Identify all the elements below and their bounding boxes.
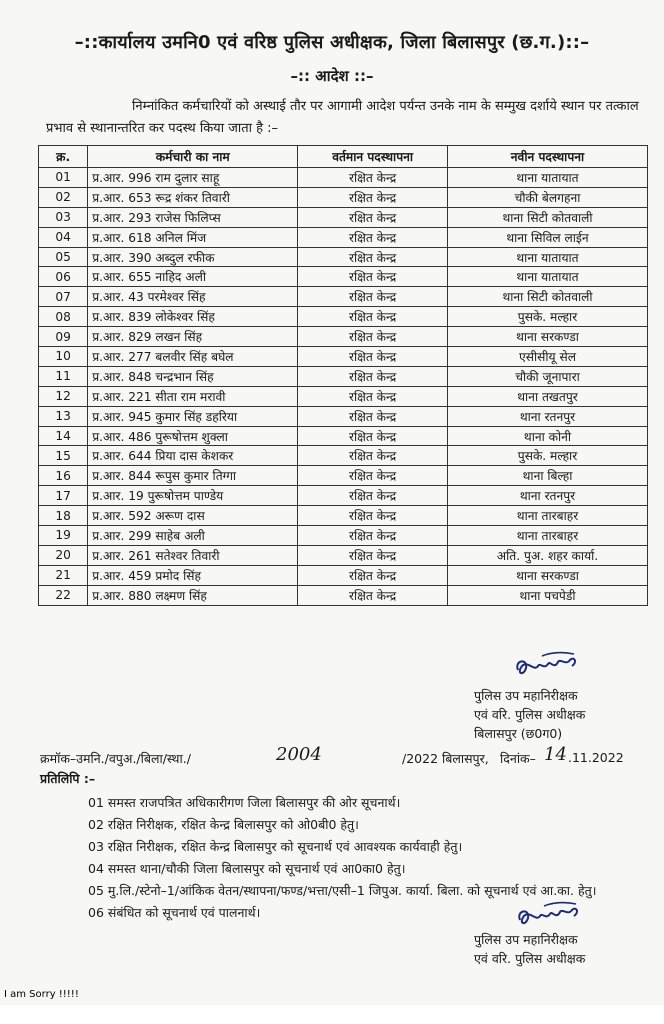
row-employee-name: प्र.आर. 19 पुरूषोत्तम पाण्डेय — [88, 486, 298, 506]
row-employee-name: प्र.आर. 261 सतेश्वर तिवारी — [88, 545, 298, 565]
row-serial: 05 — [39, 247, 88, 267]
signature-mark — [512, 650, 582, 684]
row-serial: 10 — [39, 347, 88, 367]
row-employee-name: प्र.आर. 839 लोकेश्वर सिंह — [88, 307, 298, 327]
transfer-table-body — [39, 168, 648, 606]
row-new-posting: थाना तारबाहर — [448, 506, 648, 526]
table-row — [39, 347, 648, 367]
table-row — [39, 307, 648, 327]
reference-line — [40, 744, 650, 770]
list-item-number: 04 — [88, 861, 104, 876]
row-current-posting: रक्षित केन्द्र — [298, 506, 448, 526]
row-current-posting: रक्षित केन्द्र — [298, 267, 448, 287]
table-row — [39, 466, 648, 486]
list-item-text: मु.लि./स्टेनो–1/आंकिक वेतन/स्थापना/फण्ड/भत्ता/एसी–1 जिपुअ. कार्या. बिला. को सूचनार्थ एवं आ.का. हेतु। — [107, 883, 597, 898]
list-item-text: रक्षित निरीक्षक, रक्षित केन्द्र बिलासपुर को ओ0बी0 हेतु। — [107, 817, 359, 832]
list-item-number: 06 — [88, 905, 104, 920]
row-new-posting: थाना यातायात — [448, 247, 648, 267]
row-serial: 18 — [39, 506, 88, 526]
list-item-text: समस्त थाना/चौकी जिला बिलासपुर को सूचनार्थ एवं आ0का0 हेतु। — [107, 861, 406, 876]
list-item — [88, 792, 648, 814]
row-current-posting: रक्षित केन्द्र — [298, 247, 448, 267]
row-new-posting: थाना तारबाहर — [448, 526, 648, 546]
row-new-posting: थाना यातायात — [448, 168, 648, 188]
row-new-posting: थाना तखतपुर — [448, 386, 648, 406]
row-new-posting: थाना सिटी कोतवाली — [448, 207, 648, 227]
row-employee-name: प्र.आर. 996 राम दुलार साहू — [88, 168, 298, 188]
row-serial: 21 — [39, 565, 88, 585]
reference-day: 14 — [544, 744, 567, 765]
signer-location: बिलासपुर (छ0ग0) — [474, 726, 563, 741]
row-employee-name: प्र.आर. 277 बलवीर सिंह बघेल — [88, 347, 298, 367]
table-row — [39, 187, 648, 207]
order-heading: –:: आदेश ::– — [290, 67, 374, 85]
row-serial: 12 — [39, 386, 88, 406]
table-row — [39, 267, 648, 287]
row-employee-name: प्र.आर. 655 नाहिद अली — [88, 267, 298, 287]
row-employee-name: प्र.आर. 221 सीता राम मरावी — [88, 386, 298, 406]
reference-month-year: .11.2022 — [568, 750, 624, 765]
row-employee-name: प्र.आर. 486 पुरूषोत्तम शुक्ला — [88, 426, 298, 446]
transfer-table — [38, 145, 648, 606]
list-item — [88, 836, 648, 858]
caption-bar — [0, 1005, 664, 1024]
table-row — [39, 446, 648, 466]
row-new-posting: थाना सरकण्डा — [448, 327, 648, 347]
signer-block-2 — [474, 930, 585, 968]
reference-date-label: दिनांक– — [500, 751, 536, 766]
reference-prefix: क्रमॉक–उमनि./वपुअ./बिला/स्था./ — [40, 751, 191, 766]
row-serial: 16 — [39, 466, 88, 486]
header-serial: क्र. — [39, 146, 88, 168]
row-employee-name: प्र.आर. 829 लखन सिंह — [88, 327, 298, 347]
row-new-posting: चौकी जूनापारा — [448, 366, 648, 386]
row-employee-name: प्र.आर. 459 प्रमोद सिंह — [88, 565, 298, 585]
row-serial: 03 — [39, 207, 88, 227]
signature-mark-2 — [514, 900, 584, 934]
row-new-posting: चौकी बेलगहना — [448, 187, 648, 207]
row-current-posting: रक्षित केन्द्र — [298, 466, 448, 486]
row-current-posting: रक्षित केन्द्र — [298, 347, 448, 367]
row-current-posting: रक्षित केन्द्र — [298, 426, 448, 446]
order-intro: निम्नांकित कर्मचारियों को अस्थाई तौर पर आगामी आदेश पर्यन्त उनके नाम के सम्मुख दर्शाये स्थान पर तत्काल प्रभाव से स्थानान्तरित कर पदस्थ किया जाता है :– — [46, 99, 639, 136]
list-item-number: 03 — [88, 839, 104, 854]
row-current-posting: रक्षित केन्द्र — [298, 545, 448, 565]
table-row — [39, 168, 648, 188]
row-current-posting: रक्षित केन्द्र — [298, 446, 448, 466]
row-new-posting: थाना यातायात — [448, 267, 648, 287]
row-current-posting: रक्षित केन्द्र — [298, 366, 448, 386]
row-new-posting: थाना कोनी — [448, 426, 648, 446]
signer2-designation: पुलिस उप महानिरीक्षक — [474, 932, 578, 947]
table-row — [39, 526, 648, 546]
row-current-posting: रक्षित केन्द्र — [298, 207, 448, 227]
row-serial: 02 — [39, 187, 88, 207]
row-current-posting: रक्षित केन्द्र — [298, 565, 448, 585]
table-row — [39, 327, 648, 347]
header-new-posting: नवीन पदस्थापना — [448, 146, 648, 168]
row-serial: 04 — [39, 227, 88, 247]
table-header-row — [39, 146, 648, 168]
row-current-posting: रक्षित केन्द्र — [298, 307, 448, 327]
list-item-text: समस्त राजपत्रित अधिकारीगण जिला बिलासपुर की ओर सूचनार्थ। — [107, 795, 401, 810]
row-employee-name: प्र.आर. 293 राजेस फिलिप्स — [88, 207, 298, 227]
row-employee-name: प्र.आर. 43 परमेश्वर सिंह — [88, 287, 298, 307]
row-employee-name: प्र.आर. 618 अनिल मिंज — [88, 227, 298, 247]
row-current-posting: रक्षित केन्द्र — [298, 585, 448, 605]
row-new-posting: अति. पुअ. शहर कार्या. — [448, 545, 648, 565]
row-new-posting: थाना बिल्हा — [448, 466, 648, 486]
list-item-text: संबंधित को सूचनार्थ एवं पालनार्थ। — [107, 905, 261, 920]
row-new-posting: थाना रतनपुर — [448, 486, 648, 506]
table-row — [39, 207, 648, 227]
caption-text: I am Sorry !!!!! — [4, 989, 79, 1000]
signer2-designation-2: एवं वरि. पुलिस अधीक्षक — [474, 951, 586, 966]
row-serial: 08 — [39, 307, 88, 327]
row-current-posting: रक्षित केन्द्र — [298, 187, 448, 207]
row-current-posting: रक्षित केन्द्र — [298, 406, 448, 426]
row-employee-name: प्र.आर. 390 अब्दुल रफीक — [88, 247, 298, 267]
list-item — [88, 858, 648, 880]
reference-year-city: /2022 बिलासपुर, — [402, 751, 489, 766]
table-row — [39, 545, 648, 565]
row-new-posting: थाना सिटी कोतवाली — [448, 287, 648, 307]
list-item — [88, 814, 648, 836]
row-serial: 13 — [39, 406, 88, 426]
row-serial: 19 — [39, 526, 88, 546]
row-serial: 06 — [39, 267, 88, 287]
header-employee-name: कर्मचारी का नाम — [88, 146, 298, 168]
header-current-posting: वर्तमान पदस्थापना — [298, 146, 448, 168]
row-employee-name: प्र.आर. 844 रूपुस कुमार तिग्गा — [88, 466, 298, 486]
table-row — [39, 506, 648, 526]
row-serial: 17 — [39, 486, 88, 506]
row-current-posting: रक्षित केन्द्र — [298, 227, 448, 247]
signature — [512, 650, 582, 690]
row-serial: 22 — [39, 585, 88, 605]
row-current-posting: रक्षित केन्द्र — [298, 168, 448, 188]
table-row — [39, 247, 648, 267]
row-employee-name: प्र.आर. 592 अरूण दास — [88, 506, 298, 526]
row-employee-name: प्र.आर. 644 प्रिया दास केशकर — [88, 446, 298, 466]
row-new-posting: पुसके. मल्हार — [448, 446, 648, 466]
row-serial: 15 — [39, 446, 88, 466]
list-item-text: रक्षित निरीक्षक, रक्षित केन्द्र बिलासपुर को सूचनार्थ एवं आवश्यक कार्यवाही हेतु। — [107, 839, 463, 854]
table-row — [39, 386, 648, 406]
table-row — [39, 565, 648, 585]
list-item-number: 02 — [88, 817, 104, 832]
row-serial: 14 — [39, 426, 88, 446]
row-new-posting: थाना सरकण्डा — [448, 565, 648, 585]
signer-designation-2: एवं वरि. पुलिस अधीक्षक — [474, 707, 586, 722]
list-item-number: 05 — [88, 883, 104, 898]
list-item-number: 01 — [88, 795, 104, 810]
row-new-posting: थाना रतनपुर — [448, 406, 648, 426]
row-current-posting: रक्षित केन्द्र — [298, 327, 448, 347]
copy-label: प्रतिलिपि :– — [40, 771, 96, 786]
office-title: –::कार्यालय उमनि0 एवं वरिष्ठ पुलिस अधीक्षक, जिला बिलासपुर (छ.ग.)::– — [74, 32, 590, 53]
reference-number: 2004 — [276, 744, 322, 765]
row-current-posting: रक्षित केन्द्र — [298, 486, 448, 506]
row-current-posting: रक्षित केन्द्र — [298, 386, 448, 406]
row-new-posting: पुसके. मल्हार — [448, 307, 648, 327]
row-serial: 11 — [39, 366, 88, 386]
table-row — [39, 287, 648, 307]
row-serial: 09 — [39, 327, 88, 347]
table-row — [39, 486, 648, 506]
row-serial: 01 — [39, 168, 88, 188]
row-new-posting: एसीसीयू सेल — [448, 347, 648, 367]
table-row — [39, 406, 648, 426]
row-current-posting: रक्षित केन्द्र — [298, 287, 448, 307]
table-row — [39, 227, 648, 247]
row-serial: 20 — [39, 545, 88, 565]
table-row — [39, 366, 648, 386]
row-current-posting: रक्षित केन्द्र — [298, 526, 448, 546]
list-item — [88, 880, 648, 902]
row-employee-name: प्र.आर. 653 रूद्र शंकर तिवारी — [88, 187, 298, 207]
row-new-posting: थाना सिविल लाईन — [448, 227, 648, 247]
signer-block — [474, 686, 585, 743]
table-row — [39, 585, 648, 605]
row-employee-name: प्र.आर. 945 कुमार सिंह डहरिया — [88, 406, 298, 426]
signer-designation: पुलिस उप महानिरीक्षक — [474, 688, 578, 703]
row-serial: 07 — [39, 287, 88, 307]
row-employee-name: प्र.आर. 880 लक्ष्मण सिंह — [88, 585, 298, 605]
table-row — [39, 426, 648, 446]
row-employee-name: प्र.आर. 299 साहेब अली — [88, 526, 298, 546]
row-employee-name: प्र.आर. 848 चन्द्रभान सिंह — [88, 366, 298, 386]
row-new-posting: थाना पचपेडी — [448, 585, 648, 605]
